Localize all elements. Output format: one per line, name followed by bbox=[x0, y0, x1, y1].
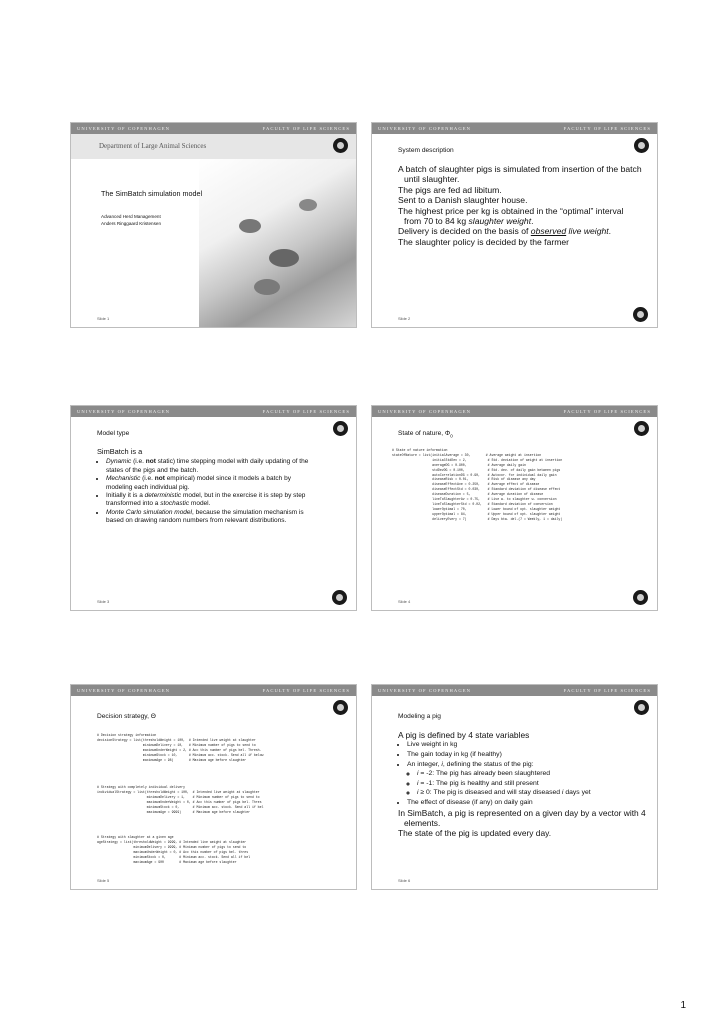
list-item bbox=[106, 492, 312, 509]
university-name: UNIVERSITY OF COPENHAGEN bbox=[77, 126, 171, 131]
list-item bbox=[106, 458, 312, 475]
text-run: (i.e. bbox=[131, 458, 146, 466]
slide-body bbox=[398, 730, 648, 839]
course-name: Advanced Herd Management bbox=[101, 214, 161, 219]
slide-title bbox=[398, 430, 453, 438]
paragraph bbox=[398, 206, 643, 227]
text-run: (i.e. bbox=[140, 475, 155, 483]
text-run: Initially it is a bbox=[106, 492, 145, 500]
emphasis: live weight bbox=[566, 226, 609, 237]
university-name: UNIVERSITY OF COPENHAGEN bbox=[378, 409, 472, 414]
bullet-list bbox=[97, 458, 312, 525]
text-run: model, but in the exercise it is step by step transformed into a bbox=[106, 492, 306, 508]
slide-title: The SimBatch simulation model bbox=[101, 189, 203, 198]
university-seal-icon bbox=[633, 590, 648, 605]
strong-text: not bbox=[154, 475, 165, 483]
faculty-name: FACULTY OF LIFE SCIENCES bbox=[262, 126, 350, 131]
text-run: The highest price per kg is obtained in the “optimal” interval from 70 to 84 kg bbox=[398, 205, 624, 227]
text-run: . bbox=[608, 226, 612, 237]
list-item: • Live weight in kg bbox=[407, 740, 648, 750]
emphasis: Monte Carlo simulation model bbox=[106, 508, 192, 516]
text-run: empirical) model since it models a batch by modeling each individual pig. bbox=[106, 475, 291, 491]
university-seal-icon bbox=[332, 590, 347, 605]
slide-2 bbox=[371, 122, 658, 328]
emphasis: slaughter weight bbox=[468, 216, 532, 227]
slide-body bbox=[97, 448, 312, 526]
code-block: # Strategy with slaughter at a given age ageStrategy = list(thresholdWeight = 9999, # Intended live weight at slaughter minimumDelivery = 9999, # Minimum number of pigs to send to maximumUnderWeight = 0, # Acc this number of pigs bel. thres minimumStock = 0, # Minimum acc. stock. Send all if bel maximumAge = 900 # Maximum age before slaughter bbox=[97, 835, 251, 864]
bullet-list bbox=[398, 740, 648, 807]
emphasis: observed bbox=[530, 226, 567, 237]
text-run: model. bbox=[189, 500, 211, 508]
slide-title: Modeling a pig bbox=[398, 713, 441, 720]
faculty-name: FACULTY OF LIFE SCIENCES bbox=[563, 688, 651, 693]
university-seal-icon bbox=[633, 307, 648, 322]
university-name: UNIVERSITY OF COPENHAGEN bbox=[77, 409, 171, 414]
slide-title: Model type bbox=[97, 430, 130, 437]
slide-header bbox=[372, 406, 657, 417]
list-item: • The gain today in kg (if healthy) bbox=[407, 750, 648, 760]
slide-4 bbox=[371, 405, 658, 611]
emphasis: Mechanistic bbox=[106, 475, 141, 483]
text-run: . bbox=[531, 216, 534, 227]
pig-photo bbox=[199, 159, 357, 328]
text-run: , because the simulation mechanism is based on drawing random numbers from relevant distributions. bbox=[106, 508, 304, 525]
strong-text: not bbox=[145, 458, 156, 466]
page-number: 1 bbox=[680, 1000, 686, 1011]
emphasis: i bbox=[441, 760, 443, 768]
title-text: State of nature, Φ bbox=[398, 430, 451, 437]
list-item bbox=[417, 769, 648, 779]
faculty-name: FACULTY OF LIFE SCIENCES bbox=[262, 688, 350, 693]
slide-footer: Slide 5 bbox=[97, 878, 110, 883]
paragraph: The state of the pig is updated every day. bbox=[398, 828, 552, 839]
list-item bbox=[417, 788, 648, 798]
slide-title: Decision strategy, Θ bbox=[97, 713, 156, 720]
slide-header bbox=[71, 123, 356, 134]
slide-header bbox=[71, 406, 356, 417]
paragraph: The pigs are fed ad libitum. bbox=[398, 184, 502, 195]
slide-title: System description bbox=[398, 147, 454, 154]
slide-1 bbox=[70, 122, 357, 328]
slide-footer: Slide 3 bbox=[97, 599, 110, 604]
paragraph bbox=[398, 226, 643, 236]
slide-header bbox=[372, 685, 657, 696]
paragraph: In SimBatch, a pig is represented on a given day by a vector with 4 elements. bbox=[398, 807, 646, 828]
slide-footer: Slide 4 bbox=[398, 599, 411, 604]
university-seal-icon bbox=[634, 421, 649, 436]
department-band bbox=[71, 134, 356, 159]
department-name: Department of Large Animal Sciences bbox=[99, 142, 207, 150]
slide-footer: Slide 1 bbox=[97, 316, 110, 321]
text-run: ≥ 0: The pig is diseased and will stay diseased bbox=[418, 789, 562, 797]
emphasis: Dynamic bbox=[106, 458, 132, 466]
list-item: • The effect of disease (if any) on daily gain bbox=[407, 798, 648, 808]
university-name: UNIVERSITY OF COPENHAGEN bbox=[77, 688, 171, 693]
slide-footer: Slide 2 bbox=[398, 316, 411, 321]
text-run: days yet bbox=[563, 789, 591, 797]
list-item bbox=[407, 760, 648, 798]
author-name: Anders Ringgaard Kristensen bbox=[101, 221, 162, 226]
slide-footer: Slide 6 bbox=[398, 878, 411, 883]
text-run: An integer, bbox=[407, 760, 442, 768]
code-block: # State of nature information stateOfNature = list(initialAverage = 30, # Average weight at insertion initialStdDev = 2, # Std. deviation of weight at insertion averageDG = 0.900, # Average daily gain stdDevDG = 0.100, # Std. dev. of daily gain between pigs autoCorrelationDG = 0.90, # Autocor. for individual daily gain diseaseRisk = 0.01, # Risk of disease any day diseaseEffectAve = 0.250, # Average effect of disease diseaseEffectStd = 0.030, # Standard deviation of disease effect diseaseDuration = 5, # Average duration of disease liveToSlaughterAv = 0.75, # Live w. to slaughter w. conversion liveToSlaughterStd = 0.02, # Standard deviation of conversion lowerOptimal = 70, # Lower bound of opt. slaughter weight upperOptimal = 84, # Upper bound of opt. slaughter weight deliveryEvery = 7) # Days btw. del.(7 = Weekly, 1 = daily) bbox=[392, 448, 563, 521]
emphasis: stochastic bbox=[160, 500, 190, 508]
university-seal-icon bbox=[333, 700, 348, 715]
slide-6 bbox=[371, 684, 658, 890]
paragraph: The slaughter policy is decided by the farmer bbox=[398, 236, 570, 247]
faculty-name: FACULTY OF LIFE SCIENCES bbox=[563, 409, 651, 414]
emphasis: deterministic bbox=[144, 492, 182, 500]
paragraph: A batch of slaughter pigs is simulated from insertion of the batch until slaughter. bbox=[398, 164, 642, 185]
emphasis: i bbox=[561, 789, 564, 797]
slide-3 bbox=[70, 405, 357, 611]
text-run: = -2: The pig has already been slaughtered bbox=[418, 770, 551, 778]
sub-list bbox=[407, 769, 648, 798]
emphasis: i bbox=[417, 770, 419, 778]
list-item bbox=[106, 475, 312, 492]
university-seal-icon bbox=[333, 138, 348, 153]
faculty-name: FACULTY OF LIFE SCIENCES bbox=[563, 126, 651, 131]
text-run: = -1: The pig is healthy and still present bbox=[418, 779, 539, 787]
paragraph: Sent to a Danish slaughter house. bbox=[398, 195, 528, 206]
slide-5 bbox=[70, 684, 357, 890]
university-name: UNIVERSITY OF COPENHAGEN bbox=[378, 126, 472, 131]
text-run: , defining the status of the pig: bbox=[442, 760, 534, 768]
paragraph: SimBatch is a bbox=[97, 447, 143, 456]
emphasis: i bbox=[417, 779, 419, 787]
emphasis: i bbox=[417, 789, 419, 797]
list-item bbox=[106, 509, 312, 526]
text-run: static) time stepping model with daily updating of the states of the pigs and the batch. bbox=[106, 458, 309, 474]
text-run: Delivery is decided on the basis of bbox=[398, 226, 531, 237]
code-block: # Decision strategy information decisionStrategy = list(thresholdWeight = 100, # Intended live weight at slaughter minimumDelivery = 10, # Minimum number of pigs to send to maximumUnderWeight = 2, # Acc this number of pigs bel. Thresh. minimumStock = 10, # Minimum acc. stock. Send all if below maximumAge = 98) # Maximum age before slaughter bbox=[97, 733, 264, 762]
slide-header bbox=[71, 685, 356, 696]
university-seal-icon bbox=[634, 138, 649, 153]
university-seal-icon bbox=[634, 700, 649, 715]
paragraph: A pig is defined by 4 state variables bbox=[398, 730, 530, 740]
university-seal-icon bbox=[333, 421, 348, 436]
title-subscript: 0 bbox=[450, 433, 453, 439]
list-item bbox=[417, 779, 648, 789]
faculty-name: FACULTY OF LIFE SCIENCES bbox=[262, 409, 350, 414]
slide-header bbox=[372, 123, 657, 134]
code-block: # Strategy with completely individual delivery individualStrategy = list(thresholdWeight = 100, # Intended live weight at slaughter minimumDelivery = 1, # Minimum number of pigs to send to maximumUnderWeight = 0, # Acc this number of pigs bel. Thres minimumStock = 0, # Minimum acc. stock. Send all if bel maximumAge = 9999) # Maximum age before slaughter bbox=[97, 785, 264, 814]
university-name: UNIVERSITY OF COPENHAGEN bbox=[378, 688, 472, 693]
slide-body bbox=[398, 164, 643, 247]
